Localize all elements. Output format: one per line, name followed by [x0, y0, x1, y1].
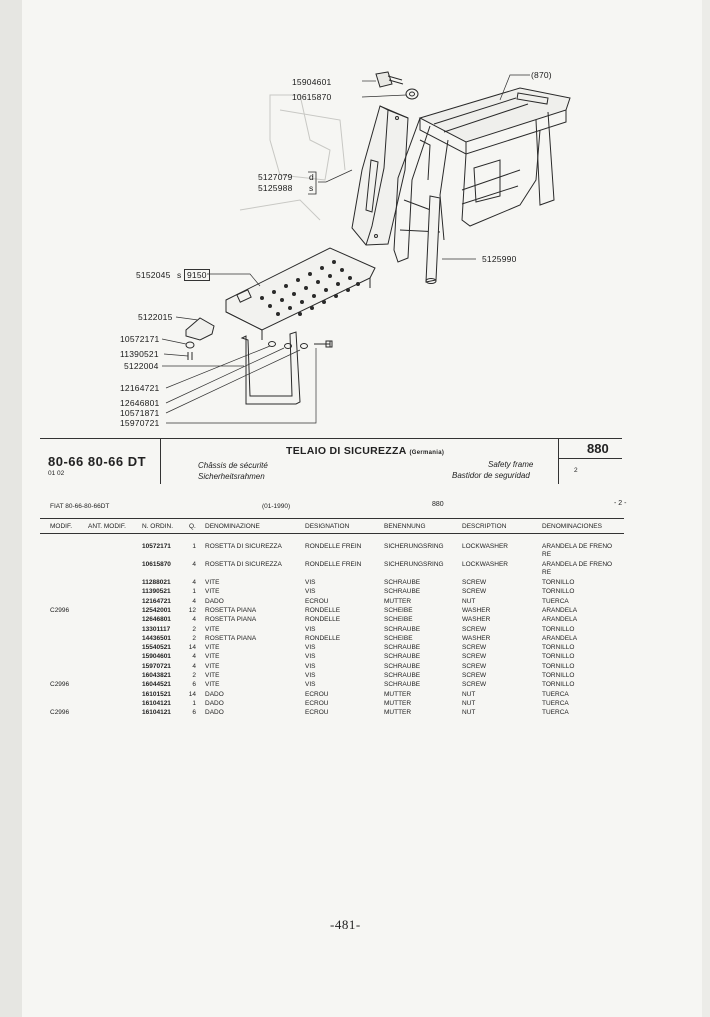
cell-it: ROSETTA PIANA: [205, 634, 257, 642]
cell-fr: ECROU: [305, 709, 329, 717]
cell-it: VITE: [205, 662, 220, 670]
bolt-15904601: [376, 72, 403, 87]
cell-de: MUTTER: [384, 597, 412, 605]
part-side-s2: s: [177, 270, 182, 280]
cell-fr: RONDELLE: [305, 616, 341, 624]
cell-it: VITE: [205, 625, 220, 633]
part-label-5127079: 5127079: [258, 172, 293, 182]
cell-num: 16044521: [142, 681, 171, 689]
cell-num: 16043821: [142, 672, 171, 679]
header-divider-1: [160, 438, 161, 484]
title-de: Sicherheitsrahmen: [198, 472, 265, 481]
part-label-15904601: 15904601: [292, 77, 332, 87]
support-leg-5122004: [242, 332, 300, 404]
columns-bottom-rule: [40, 533, 624, 534]
cell-es: TUERCA: [542, 699, 569, 707]
part-label-10571871: 10571871: [120, 408, 160, 418]
exploded-diagram: [0, 0, 710, 440]
cell-num: 11390521: [142, 588, 171, 596]
cell-fr: VIS: [305, 625, 316, 633]
col-benennung: BENENNUNG: [384, 523, 426, 530]
cell-it: DADO: [205, 709, 224, 717]
cell-en: SCREW: [462, 662, 487, 670]
cell-num: 16101521: [142, 690, 171, 698]
cell-en: SCREW: [462, 653, 487, 661]
col-designation: DESIGNATION: [305, 523, 350, 530]
cell-fr: VIS: [305, 681, 316, 689]
part-side-d: d: [309, 172, 314, 182]
cell-fr: ECROU: [305, 690, 329, 698]
part-label-5125988: 5125988: [258, 183, 293, 193]
cell-de: SCHEIBE: [384, 634, 413, 642]
cell-es: TORNILLO: [542, 662, 575, 670]
part-label-5152045: 5152045: [136, 270, 171, 280]
cell-q: 1: [192, 699, 196, 707]
cell-q: 2: [192, 625, 196, 633]
cell-it: DADO: [205, 597, 224, 605]
step-platform: [226, 248, 375, 340]
cell-num: 12646801: [142, 616, 171, 624]
cell-num: 16104121: [142, 709, 171, 717]
cell-q: 4: [192, 662, 196, 670]
part-side-s: s: [309, 183, 314, 193]
cell-fr: RONDELLE: [305, 606, 341, 614]
cell-es: TORNILLO: [542, 579, 575, 586]
cell-en: SCREW: [462, 681, 487, 689]
model-sub: 01 02: [48, 470, 65, 477]
cell-de: SCHEIBE: [384, 606, 413, 614]
cell-es: ARANDELA: [542, 606, 578, 614]
cell-num: 15540521: [142, 644, 171, 652]
cell-es: TUERCA: [542, 709, 569, 717]
cell-q: 14: [188, 690, 196, 698]
header-code-rule: [559, 458, 622, 459]
cell-es: TORNILLO: [542, 625, 575, 633]
header-divider-2: [558, 438, 559, 484]
part-label-870: (870): [531, 70, 552, 80]
model-title: 80-66 80-66 DT: [48, 454, 147, 469]
cell-num: 15970721: [142, 662, 171, 670]
cell-it: VITE: [205, 672, 220, 679]
cell-en: SCREW: [462, 588, 487, 596]
cell-fr: ECROU: [305, 597, 329, 605]
cell-q: 12: [188, 606, 196, 614]
cell-modif: C2996: [50, 681, 70, 689]
cell-fr: VIS: [305, 653, 316, 661]
cell-it: VITE: [205, 644, 220, 652]
cell-en: SCREW: [462, 579, 487, 586]
section-title-note: (Germania): [409, 450, 445, 456]
part-label-12164721: 12164721: [120, 383, 160, 393]
cell-de: SCHRAUBE: [384, 588, 421, 596]
cell-num: 14436501: [142, 634, 171, 642]
cell-es: TORNILLO: [542, 681, 575, 689]
safety-frame: [394, 88, 570, 262]
cell-q: 2: [192, 634, 196, 642]
part-label-5122015: 5122015: [138, 312, 173, 322]
cell-en: LOCKWASHER: [462, 543, 508, 550]
cell-fr: VIS: [305, 672, 316, 679]
cell-fr: VIS: [305, 662, 316, 670]
cell-es: TORNILLO: [542, 588, 575, 596]
page-number: -481-: [330, 917, 361, 932]
part-label-10572171: 10572171: [120, 334, 160, 344]
date-range: (01-1990): [262, 503, 291, 510]
header-top-rule: [40, 438, 622, 439]
cell-it: VITE: [205, 681, 220, 689]
cell-es: TORNILLO: [542, 653, 575, 661]
cell-en: NUT: [462, 709, 476, 717]
cell-de: SCHEIBE: [384, 616, 413, 624]
cell-de: SCHRAUBE: [384, 653, 421, 661]
part-label-12646801: 12646801: [120, 398, 160, 408]
cell-en: SCREW: [462, 644, 487, 652]
cell-it: DADO: [205, 699, 224, 707]
cell-de: SCHRAUBE: [384, 579, 421, 586]
col-modif: MODIF.: [50, 523, 73, 530]
cell-it: VITE: [205, 579, 220, 586]
cell-q: 6: [192, 681, 196, 689]
cell-num: 10572171: [142, 543, 171, 550]
cell-de: SCHRAUBE: [384, 662, 421, 670]
cell-de: MUTTER: [384, 690, 412, 698]
section-title-text: TELAIO DI SICUREZZA: [286, 445, 407, 457]
col-q: Q.: [189, 523, 196, 530]
part-label-11390521: 11390521: [120, 349, 159, 359]
cell-q: 6: [192, 709, 196, 717]
section-title: [286, 445, 444, 457]
cell-fr: RONDELLE FREIN: [305, 543, 362, 550]
cell-fr: RONDELLE FREIN: [305, 561, 362, 568]
cell-de: SCHRAUBE: [384, 644, 421, 652]
cell-q: 4: [192, 597, 196, 605]
title-es: Bastidor de seguridad: [452, 471, 530, 480]
ghost-parts: [240, 95, 345, 220]
col-n-ordin: N. ORDIN.: [142, 523, 174, 530]
page-ref: - 2 -: [614, 500, 627, 507]
cell-fr: RONDELLE: [305, 634, 341, 642]
cell-it: VITE: [205, 588, 220, 596]
col-ant-modif: ANT. MODIF.: [88, 523, 126, 530]
cell-it: VITE: [205, 653, 220, 661]
cell-de: MUTTER: [384, 699, 412, 707]
cell-de: MUTTER: [384, 709, 412, 717]
cell-it: ROSETTA DI SICUREZZA: [205, 543, 282, 550]
cell-en: LOCKWASHER: [462, 561, 508, 568]
cell-en: WASHER: [462, 616, 491, 624]
cell-es: ARANDELA DE FRENO: [542, 561, 613, 568]
screws-group: [269, 341, 333, 349]
cell-q: 4: [192, 579, 196, 586]
part-label-15970721: 15970721: [120, 418, 160, 428]
cell-num: 12542001: [142, 606, 171, 614]
cell-de: SICHERUNGSRING: [384, 561, 444, 568]
cell-num: 16104121: [142, 699, 171, 707]
cell-q: 1: [192, 588, 196, 596]
part-label-5125990: 5125990: [482, 254, 517, 264]
part-label-10615870: 10615870: [292, 92, 332, 102]
cell-es: ARANDELA DE FRENO: [542, 543, 613, 550]
columns-top-rule: [40, 518, 624, 519]
cell-de: SICHERUNGSRING: [384, 543, 444, 550]
col-denominazione: DENOMINAZIONE: [205, 523, 260, 530]
cell-num: 15904601: [142, 653, 171, 661]
cell-es: ARANDELA: [542, 634, 578, 642]
part-label-5122004: 5122004: [124, 361, 159, 371]
cell-it: ROSETTA DI SICUREZZA: [205, 561, 282, 568]
cell-es-cont: RE: [542, 569, 552, 576]
cell-it: DADO: [205, 690, 224, 698]
title-en: Safety frame: [488, 460, 534, 469]
cell-es: TUERCA: [542, 597, 569, 605]
cell-es: TORNILLO: [542, 672, 575, 679]
cell-en: NUT: [462, 597, 476, 605]
col-description: DESCRIPTION: [462, 523, 507, 530]
cell-num: 10615870: [142, 561, 171, 568]
group-code-sub: 2: [574, 467, 578, 474]
cell-en: NUT: [462, 690, 476, 698]
cell-q: 4: [192, 653, 196, 661]
group-number: 880: [432, 501, 444, 508]
cell-de: SCHRAUBE: [384, 681, 421, 689]
cell-q: 4: [192, 616, 196, 624]
group-code: 880: [587, 441, 609, 456]
cell-en: NUT: [462, 699, 476, 707]
cell-it: ROSETTA PIANA: [205, 606, 257, 614]
cell-fr: ECROU: [305, 699, 329, 707]
cell-es: ARANDELA: [542, 616, 578, 624]
cell-q: 1: [192, 543, 196, 550]
cell-en: SCREW: [462, 672, 487, 679]
cell-fr: VIS: [305, 644, 316, 652]
title-fr: Châssis de sécurité: [198, 461, 268, 470]
cell-de: SCHRAUBE: [384, 625, 421, 633]
bracket-5122015: [186, 318, 214, 340]
cell-num: 11288021: [142, 579, 171, 586]
cell-es-cont: RE: [542, 551, 552, 558]
cell-q: 2: [192, 672, 196, 679]
part-label-9150: 9150: [184, 269, 210, 281]
cell-en: WASHER: [462, 606, 491, 614]
cell-modif: C2996: [50, 606, 70, 614]
col-denominaciones: DENOMINACIONES: [542, 523, 602, 530]
cell-es: TUERCA: [542, 690, 569, 698]
side-bracket: [352, 106, 408, 245]
cell-fr: VIS: [305, 579, 316, 586]
cell-num: 12164721: [142, 597, 171, 605]
cell-es: TORNILLO: [542, 644, 575, 652]
cell-it: ROSETTA PIANA: [205, 616, 257, 624]
cell-en: WASHER: [462, 634, 491, 642]
cell-q: 4: [192, 561, 196, 568]
washer-10615870: [406, 89, 418, 99]
cell-fr: VIS: [305, 588, 316, 596]
cell-q: 14: [188, 644, 196, 652]
cell-modif: C2996: [50, 709, 70, 717]
cell-de: SCHRAUBE: [384, 672, 421, 679]
cell-num: 13301117: [142, 625, 171, 633]
cell-en: SCREW: [462, 625, 487, 633]
fiat-model-ref: FIAT 80-66-80-66DT: [50, 503, 110, 510]
